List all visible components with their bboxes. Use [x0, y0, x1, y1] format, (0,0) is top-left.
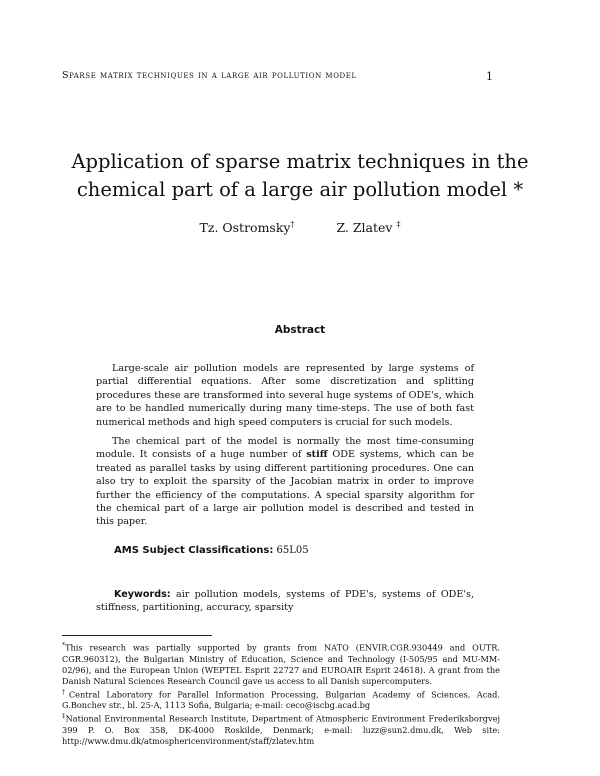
footnote [62, 687, 500, 712]
footnote-mark: * [62, 642, 65, 649]
footnote-text: National Environmental Research Institute, Department of Atmospheric Environment Frederiksborgvej 399 P. O. Box 358, DK-4000 Roskilde, Denmark; e-mail: luzz@sun2.dmu.dk, Web site: http://www.dmu.dk/atmosphericenvironment/staff/zlatev.htm [62, 714, 501, 747]
author-name: Z. Zlatev [336, 220, 393, 236]
ams-value: 65L05 [276, 545, 309, 556]
abstract-p2-start: The chemical part of the model is normally the most time-consuming module. It consists of a huge number of [96, 436, 474, 461]
keywords [96, 588, 474, 615]
footnote-text: This research was partially supported by grants from NATO (ENVIR.CGR.930449 and OUTR. CGR.960312), the Bulgarian Ministry of Education, Science and Technology (I-505/95 and MU-MM-02/96), and the European Union (WEPTEL Esprit 22727 and EUROAIR Esprit 24618). A grant from the Danish Natural Sciences Research Council gave us access to all Danish supercomputers. [62, 642, 500, 686]
running-head: Sparse matrix techniques in a large air pollution model [62, 70, 357, 81]
footnote [62, 711, 500, 747]
author-name: Tz. Ostromsky [199, 220, 291, 236]
page-number: 1 [486, 70, 493, 83]
author-footnote-mark: ‡ [396, 220, 401, 229]
footnote-text: Central Laboratory for Parallel Information Processing, Bulgarian Academy of Sciences, Acad. G.Bonchev str., bl. 25-A, 1113 Sofia, Bulgaria; e-mail: ceco@iscbg.acad.bg [62, 689, 501, 711]
abstract-p2-bold: stiff [306, 449, 328, 461]
footnote-mark: † [62, 688, 69, 696]
abstract-heading: Abstract [274, 324, 326, 336]
ams-classification [114, 545, 309, 556]
abstract-p2-end: ODE systems, which can be treated as parallel tasks by using different partitioning procedures. One can also try to exploit the sparsity of the Jacobian matrix in order to improve further the efficiency of the computations. A special sparsity algorithm for the chemical part of a large air pollution model is described and tested in this paper. [96, 449, 475, 528]
paper-title [60, 148, 540, 204]
title-line-1: Application of sparse matrix techniques in the [71, 150, 529, 173]
footnote [62, 640, 500, 687]
author-footnote-mark: † [290, 220, 295, 229]
abstract-paragraph-1: Large-scale air pollution models are represented by large systems of partial differential equations. After some discretization and splitting procedures these are transformed into several huge systems of ODE's, which are to be handled numerically during many time-steps. The use of both fast numerical methods and high speed computers is crucial for such models. [96, 363, 474, 428]
abstract-paragraph-2 [96, 435, 474, 529]
author-list [0, 220, 600, 235]
footnotes [62, 640, 500, 747]
title-line-2: chemical part of a large air pollution model [76, 178, 508, 201]
keywords-label: Keywords: [114, 589, 171, 600]
footnote-divider [62, 635, 212, 636]
abstract-body [96, 362, 474, 529]
footnote-mark: ‡ [62, 713, 66, 721]
title-footnote-mark: * [513, 178, 524, 201]
ams-label: AMS Subject Classifications: [114, 545, 274, 556]
keywords-text: air pollution models, systems of PDE's, systems of ODE's, stiffness, partitioning, accuracy, sparsity [96, 589, 474, 614]
